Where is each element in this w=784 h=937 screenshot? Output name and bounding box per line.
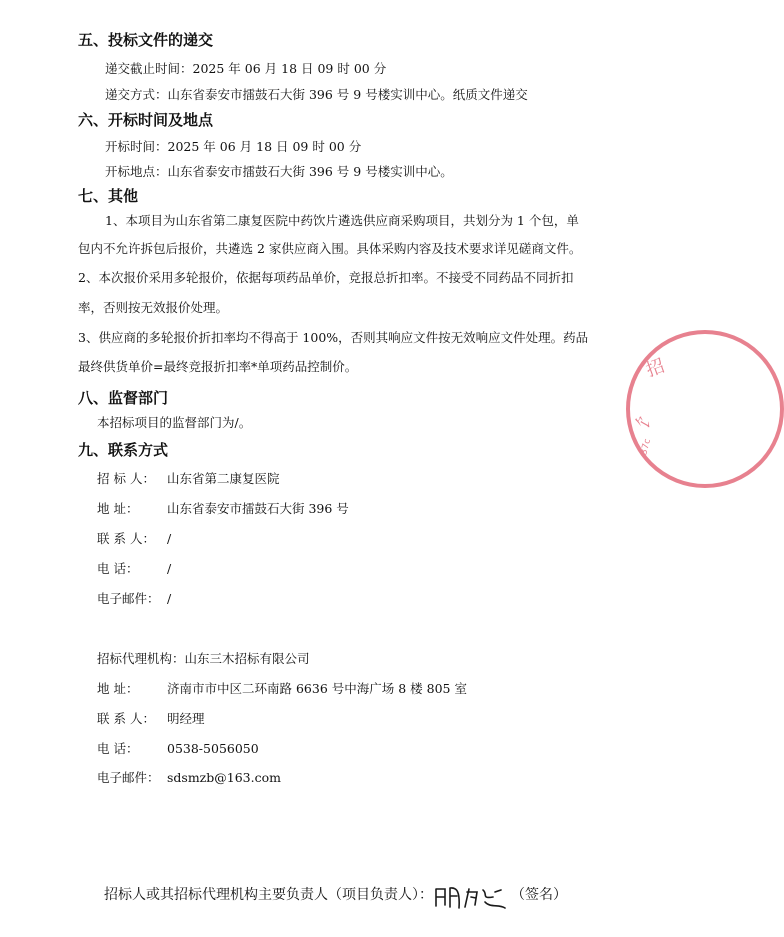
agency-row: [97, 740, 259, 758]
handwritten-signature: [433, 884, 511, 906]
contact-row: [97, 500, 349, 518]
contact-value: sdsmzb@163.com: [167, 770, 281, 785]
contact-label: 电 话：: [97, 561, 139, 576]
submission-method: 递交方式：山东省泰安市擂鼓石大街 396 号 9 号楼实训中心。纸质文件递交: [105, 87, 528, 102]
opening-time: 开标时间：2025 年 06 月 18 日 09 时 00 分: [105, 139, 362, 154]
contact-label: 招 标 人：: [97, 471, 155, 486]
contact-row: [97, 560, 171, 578]
contact-row: [97, 470, 280, 488]
contact-label: 电子邮件：: [97, 770, 160, 785]
other-item-2-line-2: 率，否则按无效报价处理。: [78, 300, 229, 315]
seal-stamp: 招 饣 37c: [626, 330, 784, 488]
other-item-1-line-1: 1、本项目为山东省第二康复医院中药饮片遴选供应商采购项目，共划分为 1 个包，单: [105, 213, 579, 228]
contact-value: 明经理: [167, 711, 205, 726]
contact-label: 地 址：: [97, 681, 139, 696]
contact-value: /: [167, 561, 172, 576]
contact-value: 山东省泰安市擂鼓石大街 396 号: [167, 501, 349, 516]
section-5-heading: 五、投标文件的递交: [78, 31, 214, 49]
section-9-heading: 九、联系方式: [78, 441, 169, 459]
contact-value: /: [167, 591, 172, 606]
contact-label: 电 话：: [97, 741, 139, 756]
section-8-heading: 八、监督部门: [78, 389, 169, 407]
signature-suffix: （签名）: [511, 887, 567, 903]
section-6-heading: 六、开标时间及地点: [78, 111, 214, 129]
contact-value: 山东省第二康复医院: [167, 471, 280, 486]
contact-label: 联 系 人：: [97, 711, 155, 726]
contact-label: 电子邮件：: [97, 591, 160, 606]
contact-value: 0538-5056050: [167, 741, 259, 756]
other-item-3-line-2: 最终供货单价=最终竞报折扣率*单项药品控制价。: [78, 359, 358, 374]
section-7-heading: 七、其他: [78, 187, 139, 205]
agency-row: [97, 769, 281, 787]
signature-line: [104, 884, 567, 906]
contact-row: [97, 590, 171, 608]
signature-prefix: 招标人或其招标代理机构主要负责人（项目负责人）：: [104, 887, 433, 903]
other-item-2-line-1: 2、本次报价采用多轮报价，依据每项药品单价，竞报总折扣率。不接受不同药品不同折扣: [78, 270, 574, 285]
agency-line: 招标代理机构：山东三木招标有限公司: [97, 651, 310, 666]
contact-label: 地 址：: [97, 501, 139, 516]
agency-row: [97, 710, 205, 728]
opening-place: 开标地点：山东省泰安市擂鼓石大街 396 号 9 号楼实训中心。: [105, 164, 453, 179]
contact-label: 联 系 人：: [97, 531, 155, 546]
contact-row: [97, 530, 171, 548]
other-item-1-line-2: 包内不允许拆包后报价，共遴选 2 家供应商入围。具体采购内容及技术要求详见磋商文件。: [78, 241, 582, 256]
supervision-text: 本招标项目的监督部门为/。: [97, 415, 252, 430]
submission-deadline: 递交截止时间：2025 年 06 月 18 日 09 时 00 分: [105, 61, 387, 76]
contact-value: /: [167, 531, 172, 546]
other-item-3-line-1: 3、供应商的多轮报价折扣率均不得高于 100%，否则其响应文件按无效响应文件处理。药品: [78, 330, 589, 345]
agency-row: [97, 680, 467, 698]
contact-value: 济南市市中区二环南路 6636 号中海广场 8 楼 805 室: [167, 681, 467, 696]
